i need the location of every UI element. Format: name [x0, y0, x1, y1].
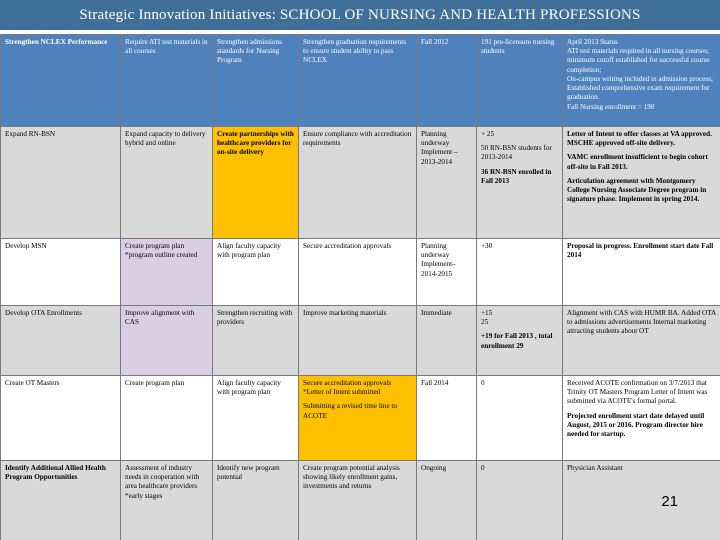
status-cell: April 2013 Status ATI test materials required in all nursing courses; minimum cutoff established for successful course completion; On-campus writing included in admission process; Established comprehensive exam requirement for graduation. Fall Nursing enrollment = 190: [563, 35, 720, 127]
table-row: [1, 239, 720, 306]
action-cell: Strengthen graduation requirements to ensure student ability to pass NCLEX: [299, 35, 417, 127]
page-number: 21: [661, 493, 678, 510]
table-row: [1, 35, 720, 127]
action-cell: Require ATI test materials in all courses: [121, 35, 213, 127]
timeline-cell: Planning underway Implement– 2014-2015: [417, 239, 477, 306]
status-cell: Proposal in progress. Enrollment start date Fall 2014: [563, 239, 720, 306]
initiatives-table: [0, 34, 720, 540]
table-row: [1, 306, 720, 376]
action-cell: Align faculty capacity with program plan: [213, 376, 299, 461]
status-cell: Alignment with CAS with HUMR BA. Added OTA to admissions advertisements Internal marketing attracting students about OT: [563, 306, 720, 376]
enrollment-cell: 0: [477, 461, 563, 540]
status-cell: Received ACOTE confirmation on 3/7/2013 that Trinity OT Masters Program Letter of Intent was submitted via ACOTE's formal portal. Projected enrollment start date delayed until August, 2015 or 2016. Program director hire needed for startup.: [563, 376, 720, 461]
initiative-cell: Develop OTA Enrollments: [1, 306, 121, 376]
action-cell: Create program plan: [121, 376, 213, 461]
enrollment-cell: +15 25 +19 for Fall 2013 , total enrollment 29: [477, 306, 563, 376]
initiative-cell: Identify Additional Allied Health Program Opportunities: [1, 461, 121, 540]
timeline-cell: Fall 2012: [417, 35, 477, 127]
enrollment-cell: +30: [477, 239, 563, 306]
timeline-cell: Ongoing: [417, 461, 477, 540]
enrollment-cell: 0: [477, 376, 563, 461]
action-cell: Create program potential analysis showing likely enrollment gains, investments and returns: [299, 461, 417, 540]
action-cell: Identify new program potential: [213, 461, 299, 540]
initiative-cell: Create OT Masters: [1, 376, 121, 461]
action-cell: Create program plan *program outline created: [121, 239, 213, 306]
timeline-cell: Planning underway Implement – 2013-2014: [417, 127, 477, 239]
action-cell: Assessment of industry needs in cooperation with area healthcare providers *early stages: [121, 461, 213, 540]
action-cell: Strengthen admissions standards for Nursing Program: [213, 35, 299, 127]
action-cell: Secure accreditation approvals: [299, 239, 417, 306]
action-cell: Improve marketing materials: [299, 306, 417, 376]
initiative-cell: Develop MSN: [1, 239, 121, 306]
initiative-cell: Expand RN-BSN: [1, 127, 121, 239]
action-cell: Improve alignment with CAS: [121, 306, 213, 376]
status-cell: Letter of Intent to offer classes at VA approved. MSCHE approved off-site delivery. VAMC enrollment insufficient to begin cohort off-site in Fall 2013. Articulation agreement with Montgomery College Nursing Associate Degree program in signature phase. Implement in spring 2014.: [563, 127, 720, 239]
table-row: [1, 127, 720, 239]
status-cell: Physician Assistant: [563, 461, 720, 540]
enrollment-cell: 191 pre-licensure nursing students: [477, 35, 563, 127]
table-row: [1, 376, 720, 461]
table-row: [1, 461, 720, 540]
action-cell: Expand capacity to delivery hybrid and online: [121, 127, 213, 239]
action-cell: Align faculty capacity with program plan: [213, 239, 299, 306]
action-cell: Create partnerships with healthcare providers for on-site delivery: [213, 127, 299, 239]
initiative-cell: Strengthen NCLEX Performance: [1, 35, 121, 127]
slide-title: Strategic Innovation Initiatives: SCHOOL OF NURSING AND HEALTH PROFESSIONS: [0, 0, 720, 30]
enrollment-cell: + 25 50 RN-BSN students for 2013-2014 36 RN-BSN enrolled in Fall 2013: [477, 127, 563, 239]
timeline-cell: Immediate: [417, 306, 477, 376]
timeline-cell: Fall 2014: [417, 376, 477, 461]
action-cell: Ensure compliance with accreditation requirements: [299, 127, 417, 239]
action-cell: Strengthen recruiting with providers: [213, 306, 299, 376]
action-cell: Secure accreditation approvals *Letter of Intent submitted Submitting a revised time line to ACOTE: [299, 376, 417, 461]
